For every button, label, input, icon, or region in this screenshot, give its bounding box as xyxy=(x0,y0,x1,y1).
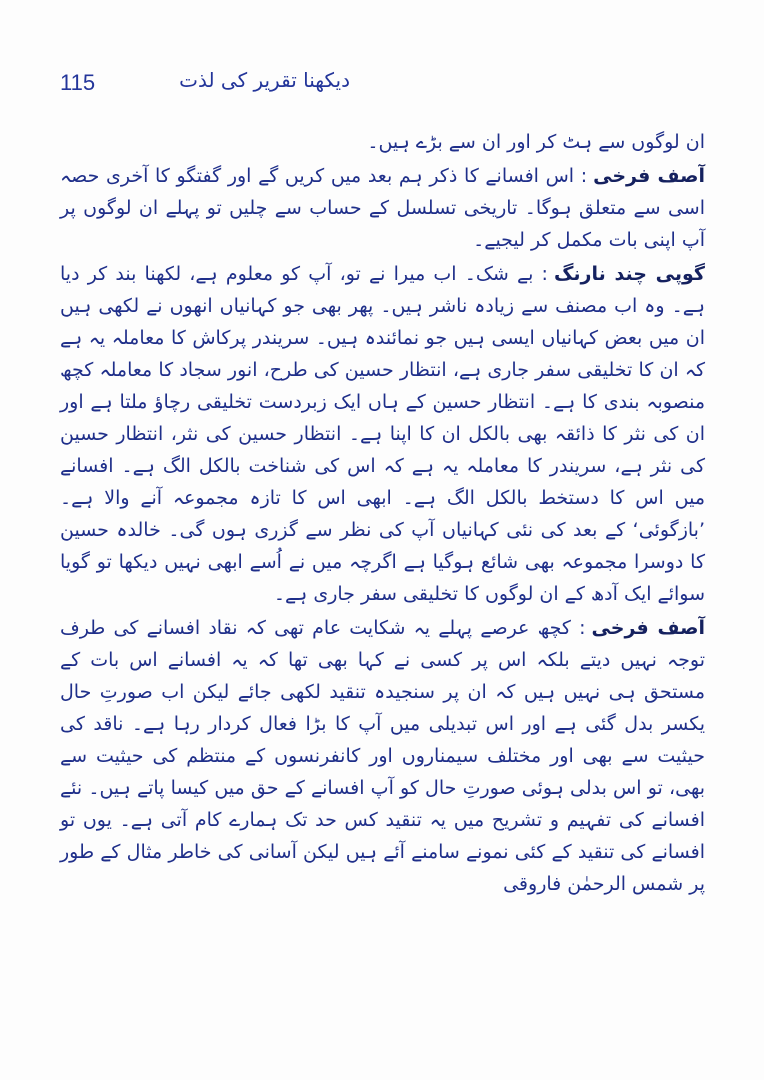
page-number: 115 xyxy=(60,70,96,95)
paragraph-text: ان لوگوں سے ہٹ کر اور ان سے بڑے ہیں۔ xyxy=(367,131,705,153)
speaker-name: گوپی چند نارنگ xyxy=(553,263,705,285)
paragraph-4 xyxy=(60,612,705,900)
paragraph-3 xyxy=(60,258,705,610)
speaker-name: آصف فرخی xyxy=(591,617,705,639)
running-title: دیکھنا تقریر کی لذت xyxy=(179,68,350,92)
speaker-name: آصف فرخی xyxy=(593,165,705,187)
paragraph-text: : بے شک۔ اب میرا نے تو، آپ کو معلوم ہے، لکھنا بند کر دیا ہے۔ وہ اب مصنف سے زیادہ ناشر ہیں۔ پھر بھی جو کہانیاں انھوں نے لکھی ہیں ان میں بعض کہانیاں ایسی ہیں جو نمائندہ ہیں۔ سریندر پرکاش کا معاملہ یہ ہے کہ ان کا تخلیقی سفر جاری ہے، انتظار حسین کی طرح، انور سجاد کا معاملہ کچھ منصوبہ بندی کا ہے۔ انتظار حسین کے ہاں ایک زبردست تخلیقی رچاؤ ملتا ہے اور ان کی نثر کا ذائقہ بھی بالکل ان کا اپنا ہے۔ انتظار حسین کی نثر، انتظار حسین کی نثر ہے، سریندر کا معاملہ یہ ہے کہ اس کی شناخت بالکل الگ ہے۔ افسانے میں اس کا دستخط بالکل الگ ہے۔ ابھی اس کا تازہ مجموعہ آنے والا ہے۔ ’بازگوئی‘ کے بعد کی نئی کہانیاں آپ کی نظر سے گزری ہوں گی۔ خالدہ حسین کا دوسرا مجموعہ بھی شائع ہوگیا ہے اگرچہ میں نے اُسے ابھی نہیں دیکھا تو گویا سوائے ایک آدھ کے ان لوگوں کا تخلیقی سفر جاری ہے۔ xyxy=(60,263,705,605)
paragraph-text: : اس افسانے کا ذکر ہم بعد میں کریں گے اور گفتگو کا آخری حصہ اسی سے متعلق ہوگا۔ تاریخی تسلسل کے حساب سے چلیں تو پہلے ان لوگوں پر آپ اپنی بات مکمل کر لیجیے۔ xyxy=(60,165,705,251)
paragraph-2 xyxy=(60,160,705,256)
page-body xyxy=(60,126,705,902)
page-header xyxy=(60,68,350,102)
paragraph-1 xyxy=(60,126,705,158)
paragraph-text: : کچھ عرصے پہلے یہ شکایت عام تھی کہ نقاد افسانے کی طرف توجہ نہیں دیتے بلکہ اس پر کسی نے کہا بھی تھا کہ یہ افسانے اس بات کے مستحق ہی نہیں ہیں کہ ان پر سنجیدہ تنقید لکھی جائے لیکن اب صورتِ حال یکسر بدل گئی ہے اور اس تبدیلی میں آپ کا بڑا فعال کردار رہا ہے۔ ناقد کی حیثیت سے بھی اور مختلف سیمناروں اور کانفرنسوں کے منتظم کی حیثیت سے بھی، تو اس بدلی ہوئی صورتِ حال کو آپ افسانے کے حق میں کیسا پاتے ہیں۔ نئے افسانے کی تفہیم و تشریح میں یہ تنقید کس حد تک ہمارے کام آتی ہے۔ یوں تو افسانے کی تنقید کے کئی نمونے سامنے آئے ہیں لیکن آسانی کی خاطر مثال کے طور پر شمس الرحمٰن فاروقی xyxy=(60,617,705,895)
